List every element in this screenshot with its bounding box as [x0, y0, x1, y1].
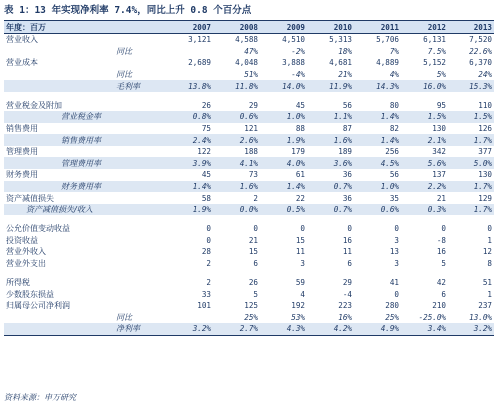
table-row — [4, 258, 494, 270]
spacer-cell — [448, 269, 494, 277]
header-year: 2007 — [166, 21, 213, 34]
table-cell: 82 — [389, 123, 399, 133]
table-cell: 95 — [436, 100, 446, 110]
row-label: 管理费用 — [6, 147, 38, 157]
table-cell: 0.8% — [166, 111, 213, 123]
table-row — [4, 123, 494, 135]
table-cell: 51 — [482, 278, 492, 288]
row-label: 营业外支出 — [6, 258, 46, 268]
table-cell: 6 — [253, 258, 258, 268]
spacer-cell — [213, 92, 260, 100]
row-label: 营业税金及附加 — [6, 100, 62, 110]
table-cell: 4 — [300, 289, 305, 299]
table-cell: 4.5% — [354, 157, 401, 169]
spacer-row — [4, 215, 494, 223]
table-cell: 11.8% — [213, 80, 260, 92]
spacer-cell — [213, 269, 260, 277]
spacer-cell — [401, 215, 448, 223]
table-cell: 4% — [389, 70, 399, 80]
spacer-cell — [354, 215, 401, 223]
table-cell: 0.5% — [260, 204, 307, 216]
table-cell: 1.6% — [213, 181, 260, 193]
header-year: 2009 — [260, 21, 307, 34]
table-row — [4, 57, 494, 69]
table-cell: 35 — [389, 193, 399, 203]
table-cell: 6,131 — [423, 35, 446, 45]
table-cell: 75 — [201, 123, 211, 133]
table-row — [4, 46, 494, 58]
table-cell: 33 — [201, 289, 211, 299]
table-cell: 2.4% — [166, 134, 213, 146]
table-cell: 2.1% — [401, 134, 448, 146]
table-cell: 0.6% — [213, 111, 260, 123]
table-cell: 59 — [295, 278, 305, 288]
table-cell: 223 — [338, 301, 352, 311]
table-cell: 47% — [244, 46, 258, 56]
table-cell: 256 — [385, 147, 399, 157]
table-cell: 16.0% — [401, 80, 448, 92]
table-cell: 0 — [347, 224, 352, 234]
table-row — [4, 204, 494, 216]
table-cell: 80 — [389, 100, 399, 110]
row-label: 同比 — [116, 70, 132, 80]
table-cell: 42 — [436, 278, 446, 288]
table-cell: 51% — [244, 70, 258, 80]
table-cell: 4.3% — [260, 323, 307, 335]
table-cell: 11 — [342, 247, 352, 257]
row-label: 同比 — [116, 312, 132, 322]
table-cell: 0 — [253, 224, 258, 234]
table-cell: 1.5% — [448, 111, 494, 123]
table-cell: 25% — [244, 312, 258, 322]
table-cell: 3.9% — [166, 157, 213, 169]
table-cell: 21 — [248, 235, 258, 245]
table-cell: 18% — [338, 46, 352, 56]
table-row — [4, 235, 494, 247]
spacer-cell — [401, 92, 448, 100]
header-label: 年度：百万 — [4, 21, 166, 34]
row-label: 资产减值损失/收入 — [4, 204, 166, 216]
table-row — [4, 99, 494, 111]
table-row — [4, 246, 494, 258]
table-row — [4, 300, 494, 312]
table-cell: 0 — [206, 235, 211, 245]
table-cell: 45 — [201, 170, 211, 180]
table-cell: 3 — [394, 235, 399, 245]
table-cell: 1.1% — [307, 111, 354, 123]
table-cell: 88 — [295, 123, 305, 133]
table-cell: 16 — [436, 247, 446, 257]
table-cell: -25.0% — [418, 312, 446, 322]
table-cell: 2.2% — [401, 181, 448, 193]
table-cell: 130 — [478, 170, 492, 180]
table-cell: 1.6% — [307, 134, 354, 146]
spacer-cell — [260, 92, 307, 100]
table-cell: 21% — [338, 70, 352, 80]
table-cell: 3,888 — [282, 58, 305, 68]
table-cell: 36 — [342, 193, 352, 203]
table-cell: 21 — [436, 193, 446, 203]
table-cell: 6 — [441, 289, 446, 299]
spacer-cell — [4, 269, 166, 277]
table-cell: 5,706 — [376, 35, 399, 45]
table-row — [4, 323, 494, 335]
table-cell — [166, 312, 213, 324]
table-cell: 179 — [291, 147, 305, 157]
table-cell: 129 — [478, 193, 492, 203]
table-cell: 14.0% — [260, 80, 307, 92]
table-cell: 2.6% — [213, 134, 260, 146]
row-label: 营业收入 — [6, 35, 38, 45]
table-cell: 3,121 — [188, 35, 211, 45]
table-cell: 4,510 — [282, 35, 305, 45]
header-year: 2010 — [307, 21, 354, 34]
spacer-row — [4, 269, 494, 277]
table-cell: 2,689 — [188, 58, 211, 68]
row-label: 归属母公司净利润 — [6, 301, 70, 311]
table-cell: 0.0% — [213, 204, 260, 216]
table-cell: 58 — [201, 193, 211, 203]
table-cell: 11.9% — [307, 80, 354, 92]
spacer-cell — [448, 215, 494, 223]
row-label: 财务费用 — [6, 170, 38, 180]
table-cell: 1.4% — [166, 181, 213, 193]
table-cell: 4.9% — [354, 323, 401, 335]
table-cell: 16% — [338, 312, 352, 322]
table-cell: 45 — [295, 100, 305, 110]
table-cell: 4,681 — [329, 58, 352, 68]
spacer-cell — [260, 269, 307, 277]
table-cell: 1.0% — [260, 111, 307, 123]
table-cell: 342 — [432, 147, 446, 157]
table-cell: 1.4% — [354, 111, 401, 123]
table-cell: 4.1% — [213, 157, 260, 169]
table-cell: 26 — [248, 278, 258, 288]
spacer-row — [4, 92, 494, 100]
table-cell: 0.7% — [307, 181, 354, 193]
table-cell: 1.7% — [448, 134, 494, 146]
row-label: 营业外收入 — [6, 247, 46, 257]
table-cell: 101 — [197, 301, 211, 311]
table-row — [4, 288, 494, 300]
table-cell: 7,520 — [469, 35, 492, 45]
table-cell: 15 — [248, 247, 258, 257]
table-header-row — [4, 21, 494, 34]
table-cell: 12 — [482, 247, 492, 257]
table-cell: 130 — [432, 123, 446, 133]
table-cell: 1.7% — [448, 181, 494, 193]
header-year: 2011 — [354, 21, 401, 34]
table-cell: 0 — [487, 224, 492, 234]
table-cell: 29 — [342, 278, 352, 288]
table-cell: 2 — [206, 258, 211, 268]
table-row — [4, 223, 494, 235]
row-label: 净利率 — [4, 323, 166, 335]
row-label: 少数股东损益 — [6, 289, 54, 299]
table-cell: 1 — [487, 289, 492, 299]
table-cell — [166, 69, 213, 81]
table-cell: -4% — [291, 70, 305, 80]
table-cell: 0.7% — [307, 204, 354, 216]
table-cell: 1.0% — [354, 181, 401, 193]
table-cell: -4 — [342, 289, 352, 299]
table-cell: 1.5% — [401, 111, 448, 123]
table-cell: 13.0% — [469, 312, 492, 322]
table-cell: 56 — [342, 100, 352, 110]
table-cell: 125 — [244, 301, 258, 311]
row-label: 公允价值变动收益 — [6, 224, 70, 234]
table-cell: 15.3% — [448, 80, 494, 92]
table-row — [4, 146, 494, 158]
table-cell: 4,048 — [235, 58, 258, 68]
spacer-cell — [307, 269, 354, 277]
table-row — [4, 192, 494, 204]
table-cell: 210 — [432, 301, 446, 311]
row-label: 销售费用率 — [4, 134, 166, 146]
table-cell: 126 — [478, 123, 492, 133]
table-cell: 189 — [338, 147, 352, 157]
table-cell: -8 — [436, 235, 446, 245]
table-cell: 73 — [248, 170, 258, 180]
table-cell: 5 — [253, 289, 258, 299]
row-label: 营业成本 — [6, 58, 38, 68]
table-cell: 13.8% — [166, 80, 213, 92]
table-cell: 3.2% — [166, 323, 213, 335]
spacer-cell — [354, 269, 401, 277]
table-cell: 3.6% — [307, 157, 354, 169]
table-cell: 22 — [295, 193, 305, 203]
table-cell: 0.3% — [401, 204, 448, 216]
table-cell: 1 — [487, 235, 492, 245]
table-cell: 16 — [342, 235, 352, 245]
table-cell: 6,370 — [469, 58, 492, 68]
table-cell: 87 — [342, 123, 352, 133]
table-cell: 377 — [478, 147, 492, 157]
table-cell: 4,588 — [235, 35, 258, 45]
spacer-cell — [307, 215, 354, 223]
table-cell: 7.5% — [427, 46, 446, 56]
table-cell: 110 — [478, 100, 492, 110]
table-cell: 122 — [197, 147, 211, 157]
row-label: 管理费用率 — [4, 157, 166, 169]
table-cell: 8 — [487, 258, 492, 268]
row-label: 所得税 — [6, 278, 30, 288]
table-row — [4, 157, 494, 169]
spacer-cell — [166, 92, 213, 100]
spacer-cell — [260, 215, 307, 223]
table-cell: 5,313 — [329, 35, 352, 45]
table-cell: 28 — [201, 247, 211, 257]
spacer-cell — [4, 215, 166, 223]
table-cell: 56 — [389, 170, 399, 180]
spacer-cell — [166, 269, 213, 277]
table-cell: 13 — [389, 247, 399, 257]
table-cell: 25% — [385, 312, 399, 322]
row-label: 资产减值损失 — [6, 193, 54, 203]
table-cell: 192 — [291, 301, 305, 311]
table-cell: 1.4% — [354, 134, 401, 146]
spacer-cell — [354, 92, 401, 100]
table-cell: 29 — [248, 100, 258, 110]
table-cell: 61 — [295, 170, 305, 180]
table-cell: 7% — [389, 46, 399, 56]
row-label: 毛利率 — [4, 80, 166, 92]
header-year: 2008 — [213, 21, 260, 34]
table-row — [4, 312, 494, 324]
table-cell: 137 — [432, 170, 446, 180]
table-row — [4, 169, 494, 181]
table-cell: 11 — [295, 247, 305, 257]
table-cell: 1.9% — [166, 204, 213, 216]
table-cell: 2 — [206, 278, 211, 288]
table-row — [4, 34, 494, 46]
table-cell: 5,152 — [423, 58, 446, 68]
table-cell: 0 — [206, 224, 211, 234]
table-cell: 36 — [342, 170, 352, 180]
table-body — [4, 21, 494, 336]
table-cell: 3.2% — [448, 323, 494, 335]
table-cell: 4.0% — [260, 157, 307, 169]
spacer-cell — [448, 92, 494, 100]
header-year: 2013 — [448, 21, 494, 34]
spacer-cell — [166, 215, 213, 223]
table-row — [4, 69, 494, 81]
table-cell: 3 — [300, 258, 305, 268]
table-cell: 0.6% — [354, 204, 401, 216]
table-cell: 0 — [441, 224, 446, 234]
table-cell: 1.7% — [448, 204, 494, 216]
spacer-cell — [307, 92, 354, 100]
table-cell: 4,889 — [376, 58, 399, 68]
table-title: 表 1：13 年实现净利率 7.4%，同比上升 0.8 个百分点 — [4, 5, 252, 16]
table-cell: 2 — [253, 193, 258, 203]
table-row — [4, 80, 494, 92]
table-cell: 121 — [244, 123, 258, 133]
table-cell: 4.2% — [307, 323, 354, 335]
table-cell: 0 — [394, 289, 399, 299]
table-cell: 3.4% — [401, 323, 448, 335]
table-cell: 0 — [394, 224, 399, 234]
table-row — [4, 111, 494, 123]
table-cell: 5 — [441, 258, 446, 268]
table-cell: 0 — [300, 224, 305, 234]
table-cell: 15 — [295, 235, 305, 245]
table-cell: 26 — [201, 100, 211, 110]
table-cell: 5.6% — [401, 157, 448, 169]
table-cell: 24% — [478, 70, 492, 80]
row-label: 同比 — [116, 46, 132, 56]
source-note: 资料来源：申万研究 — [4, 393, 76, 402]
table-cell: 2.7% — [213, 323, 260, 335]
table-cell: 280 — [385, 301, 399, 311]
header-year: 2012 — [401, 21, 448, 34]
table-cell: 22.6% — [469, 46, 492, 56]
spacer-cell — [401, 269, 448, 277]
spacer-cell — [213, 215, 260, 223]
table-row — [4, 277, 494, 289]
table-row — [4, 134, 494, 146]
table-cell: 5% — [436, 70, 446, 80]
spacer-cell — [4, 92, 166, 100]
table-cell: 237 — [478, 301, 492, 311]
table-cell: 188 — [244, 147, 258, 157]
row-label: 销售费用 — [6, 123, 38, 133]
table-cell: -2% — [291, 46, 305, 56]
table-cell: 3 — [394, 258, 399, 268]
row-label: 营业税金率 — [4, 111, 166, 123]
financial-table — [4, 20, 494, 336]
table-cell: 1.4% — [260, 181, 307, 193]
table-cell: 53% — [291, 312, 305, 322]
table-cell: 14.3% — [354, 80, 401, 92]
table-cell — [166, 46, 213, 58]
table-row — [4, 181, 494, 193]
table-cell: 5.0% — [448, 157, 494, 169]
table-cell: 41 — [389, 278, 399, 288]
row-label: 财务费用率 — [4, 181, 166, 193]
table-cell: 1.9% — [260, 134, 307, 146]
row-label: 投资收益 — [6, 235, 38, 245]
table-cell: 6 — [347, 258, 352, 268]
